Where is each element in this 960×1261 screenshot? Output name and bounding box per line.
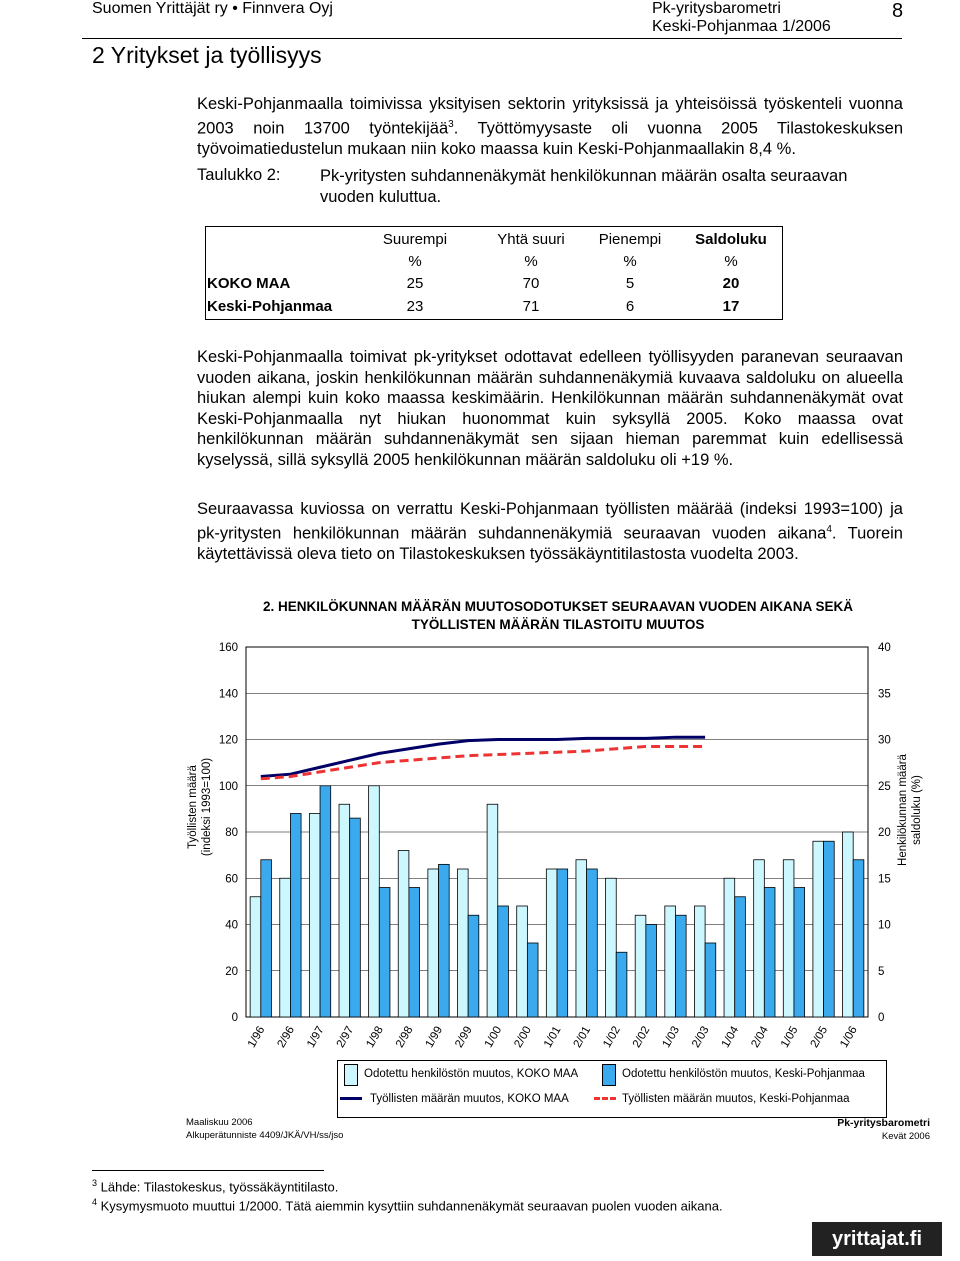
table-cell: 25 bbox=[406, 275, 424, 292]
col-unit: % bbox=[724, 253, 738, 270]
legend-swatch-kp-bar bbox=[602, 1064, 616, 1086]
footnote-ref-4[interactable]: 4 bbox=[826, 523, 832, 535]
bar bbox=[280, 878, 291, 1017]
bar bbox=[546, 869, 557, 1017]
table-caption: Pk-yritysten suhdannenäkymät henkilökunnan määrän osalta seuraavan vuoden kuluttua. bbox=[320, 167, 848, 206]
col-unit: % bbox=[524, 253, 538, 270]
legend-label: Odotettu henkilöstön muutos, KOKO MAA bbox=[364, 1068, 579, 1080]
bar bbox=[675, 915, 686, 1017]
table-label: Taulukko 2: bbox=[197, 166, 281, 184]
col-unit: % bbox=[623, 253, 637, 270]
x-tick-label: 1/06 bbox=[838, 1024, 860, 1050]
footnote-rule bbox=[92, 1170, 324, 1171]
bar bbox=[576, 860, 587, 1017]
paragraph-outlook: Keski-Pohjanmaalla toimivat pk-yritykset odottavat edelleen työllisyyden paranevan seuraavan vuoden aikana, joskin henkilökunnan määrän suhdannenäkymiä kuvaava saldoluku on alueella hiukan alempi kuin koko maassa keskimäärin. Henkilökunnan määrän suhdannenäkymät ovat Keski-Pohjanmaalla nyt hiukan huonommat kuin syksyllä 2005. Koko maassa ovat henkilökunnan määrän suhdannenäkymät sen sijaan hieman paremmat kuin edellisessä kyselyssä, sillä syksyllä 2005 henkilökunnan määrän saldoluku oli +19 %. bbox=[197, 348, 903, 469]
col-unit: % bbox=[408, 253, 422, 270]
x-tick-label: 2/97 bbox=[334, 1024, 357, 1050]
legend-swatch-kp-line bbox=[594, 1097, 616, 1100]
chart-footer-id: Alkuperätunniste 4409/JKÄ/VH/ss/jso bbox=[186, 1130, 344, 1141]
x-tick-label: 1/02 bbox=[601, 1024, 623, 1050]
y-right-tick-label: 30 bbox=[878, 734, 891, 747]
x-tick-label: 1/96 bbox=[245, 1024, 268, 1050]
y-left-tick-label: 60 bbox=[225, 873, 238, 886]
y-right-tick-label: 20 bbox=[878, 827, 891, 839]
y-left-tick-label: 20 bbox=[225, 965, 238, 978]
bar bbox=[428, 869, 439, 1017]
bar bbox=[379, 888, 390, 1018]
bar bbox=[694, 906, 705, 1017]
row-name: KOKO MAA bbox=[207, 275, 291, 292]
y-left-tick-label: 0 bbox=[231, 1012, 238, 1024]
bar bbox=[517, 906, 528, 1017]
table-cell: 23 bbox=[406, 298, 424, 315]
legend-label: Työllisten määrän muutos, Keski-Pohjanmaa bbox=[622, 1093, 850, 1105]
chart-title-line2: TYÖLLISTEN MÄÄRÄN TILASTOITU MUUTOS bbox=[411, 617, 705, 632]
x-tick-label: 2/05 bbox=[808, 1024, 831, 1050]
x-tick-label: 2/04 bbox=[749, 1024, 771, 1050]
y-axis-right-title: Henkilökunnan määrä saldoluku (%) bbox=[897, 754, 923, 866]
y-right-tick-label: 40 bbox=[878, 642, 891, 654]
bar bbox=[527, 943, 538, 1017]
y-left-tick-label: 40 bbox=[225, 919, 238, 932]
bar bbox=[398, 851, 409, 1018]
paragraph-intro: Keski-Pohjanmaalla toimivissa yksityisen sektorin yrityksissä ja yhteisöissä työskenteli vuonna 2003 noin 13700 työntekijää$^3$. Työttömyysaste oli vuonna 2005 Tilastokeskuksen työvoimatiedustelun mukaan niin koko maassa kuin Keski-Pohjanmaallakin 8,4 %. bbox=[197, 95, 903, 158]
bar bbox=[764, 888, 775, 1018]
legend-swatch-koko-line bbox=[340, 1097, 362, 1100]
y-right-tick-label: 35 bbox=[878, 688, 891, 701]
x-tick-label: 1/03 bbox=[660, 1024, 683, 1050]
yrittajat-logo[interactable]: yrittajat.fi bbox=[812, 1222, 942, 1256]
y-left-tick-label: 80 bbox=[225, 827, 238, 839]
footnote-ref-3[interactable]: 3 bbox=[448, 118, 454, 130]
bar bbox=[468, 915, 479, 1017]
x-tick-label: 1/99 bbox=[423, 1024, 446, 1050]
legend-label: Odotettu henkilöstön muutos, Keski-Pohjanmaa bbox=[622, 1068, 865, 1080]
bar bbox=[635, 915, 646, 1017]
col-header: Pienempi bbox=[598, 231, 662, 248]
footnote: $^3$ Lähde: Tilastokeskus, työssäkäyntitilasto. bbox=[92, 1178, 339, 1195]
table-cell: 6 bbox=[625, 298, 635, 315]
x-tick-label: 1/04 bbox=[719, 1024, 742, 1050]
bar bbox=[616, 952, 627, 1017]
y-left-tick-label: 100 bbox=[218, 780, 238, 793]
row-name: Keski-Pohjanmaa bbox=[207, 298, 333, 315]
line-series-kp bbox=[261, 746, 705, 778]
bar bbox=[824, 841, 835, 1017]
chart-title-line1: 2. HENKILÖKUNNAN MÄÄRÄN MUUTOSODOTUKSET SEURAAVAN VUODEN AIKANA SEKÄ bbox=[262, 599, 854, 614]
x-tick-label: 1/98 bbox=[364, 1024, 386, 1050]
bar bbox=[813, 841, 824, 1017]
col-header: Yhtä suuri bbox=[497, 231, 565, 248]
bar bbox=[754, 860, 765, 1017]
y-left-tick-label: 120 bbox=[218, 734, 238, 747]
page-number: 8 bbox=[892, 0, 904, 22]
bar bbox=[439, 864, 450, 1017]
bar bbox=[320, 786, 331, 1017]
bar bbox=[783, 860, 794, 1017]
y-right-tick-label: 10 bbox=[878, 919, 891, 932]
chart-footer-brand: Pk-yritysbarometri bbox=[837, 1117, 930, 1129]
x-tick-label: 2/98 bbox=[393, 1024, 416, 1050]
bar bbox=[724, 878, 735, 1017]
y-left-tick-label: 160 bbox=[218, 642, 238, 654]
bar bbox=[587, 869, 598, 1017]
x-tick-label: 2/02 bbox=[630, 1024, 653, 1050]
bar bbox=[309, 814, 320, 1018]
bar bbox=[646, 925, 657, 1018]
paragraph-figure-intro: Seuraavassa kuviossa on verrattu Keski-Pohjanmaan työllisten määrää (indeksi 1993=100) ja pk-yritysten henkilökunnan määrän suhdannenäkymiä seuraavan vuoden aikana$^4$. Tuorein käytettävissä oleva tieto on Tilastokeskuksen työssäkäyntitilastosta vuodelta 2003. bbox=[197, 500, 903, 563]
table-cell: 20 bbox=[722, 275, 740, 292]
y-right-tick-label: 5 bbox=[878, 965, 885, 978]
bar bbox=[498, 906, 509, 1017]
bar bbox=[369, 786, 380, 1017]
bar bbox=[665, 906, 676, 1017]
legend-label: Työllisten määrän muutos, KOKO MAA bbox=[370, 1093, 569, 1105]
y-right-tick-label: 25 bbox=[878, 780, 891, 793]
bar bbox=[261, 860, 272, 1017]
bar bbox=[487, 804, 498, 1017]
x-tick-label: 2/99 bbox=[453, 1024, 475, 1050]
x-tick-label: 1/97 bbox=[305, 1024, 327, 1050]
bar bbox=[290, 814, 301, 1018]
bar bbox=[557, 869, 568, 1017]
bar bbox=[339, 804, 350, 1017]
bar bbox=[409, 888, 420, 1018]
table-cell: 17 bbox=[722, 298, 740, 315]
x-tick-label: 2/96 bbox=[275, 1024, 298, 1050]
bar bbox=[735, 897, 746, 1017]
y-right-tick-label: 15 bbox=[878, 873, 891, 886]
header-center-line1: Pk-yritysbarometri bbox=[652, 0, 781, 17]
bar bbox=[705, 943, 716, 1017]
col-header: Suurempi bbox=[382, 231, 448, 248]
y-right-tick-label: 0 bbox=[878, 1012, 885, 1024]
y-axis-left-title: Työllisten määrä (indeksi 1993=100) bbox=[187, 757, 213, 857]
bar bbox=[250, 897, 261, 1017]
table-cell: 5 bbox=[625, 275, 635, 292]
bar bbox=[794, 888, 805, 1018]
section-title: 2 Yritykset ja työllisyys bbox=[92, 42, 322, 68]
chart-footer-date: Maaliskuu 2006 bbox=[186, 1117, 253, 1128]
legend-swatch-koko-bar bbox=[344, 1064, 358, 1086]
x-tick-label: 2/00 bbox=[512, 1024, 534, 1050]
chart-footer-season: Kevät 2006 bbox=[881, 1131, 930, 1142]
col-header: Saldoluku bbox=[695, 231, 767, 248]
line-series-koko bbox=[261, 737, 705, 776]
header-center-line2: Keski-Pohjanmaa 1/2006 bbox=[652, 18, 831, 35]
y-left-tick-label: 140 bbox=[218, 688, 238, 701]
table-cell: 71 bbox=[522, 298, 540, 315]
bar bbox=[457, 869, 468, 1017]
header-left: Suomen Yrittäjät ry • Finnvera Oyj bbox=[92, 0, 333, 17]
bar bbox=[843, 832, 854, 1017]
x-tick-label: 2/03 bbox=[690, 1024, 712, 1050]
table-cell: 70 bbox=[522, 275, 540, 292]
x-tick-label: 1/00 bbox=[482, 1024, 505, 1050]
bar bbox=[853, 860, 864, 1017]
bar bbox=[606, 878, 617, 1017]
bar bbox=[350, 818, 361, 1017]
x-tick-label: 1/05 bbox=[778, 1024, 801, 1050]
x-tick-label: 1/01 bbox=[542, 1024, 564, 1050]
x-tick-label: 2/01 bbox=[571, 1024, 594, 1050]
footnote: $^4$ Kysymysmuoto muuttui 1/2000. Tätä aiemmin kysyttiin suhdannenäkymät seuraavan puolen vuoden aikana. bbox=[92, 1197, 723, 1214]
